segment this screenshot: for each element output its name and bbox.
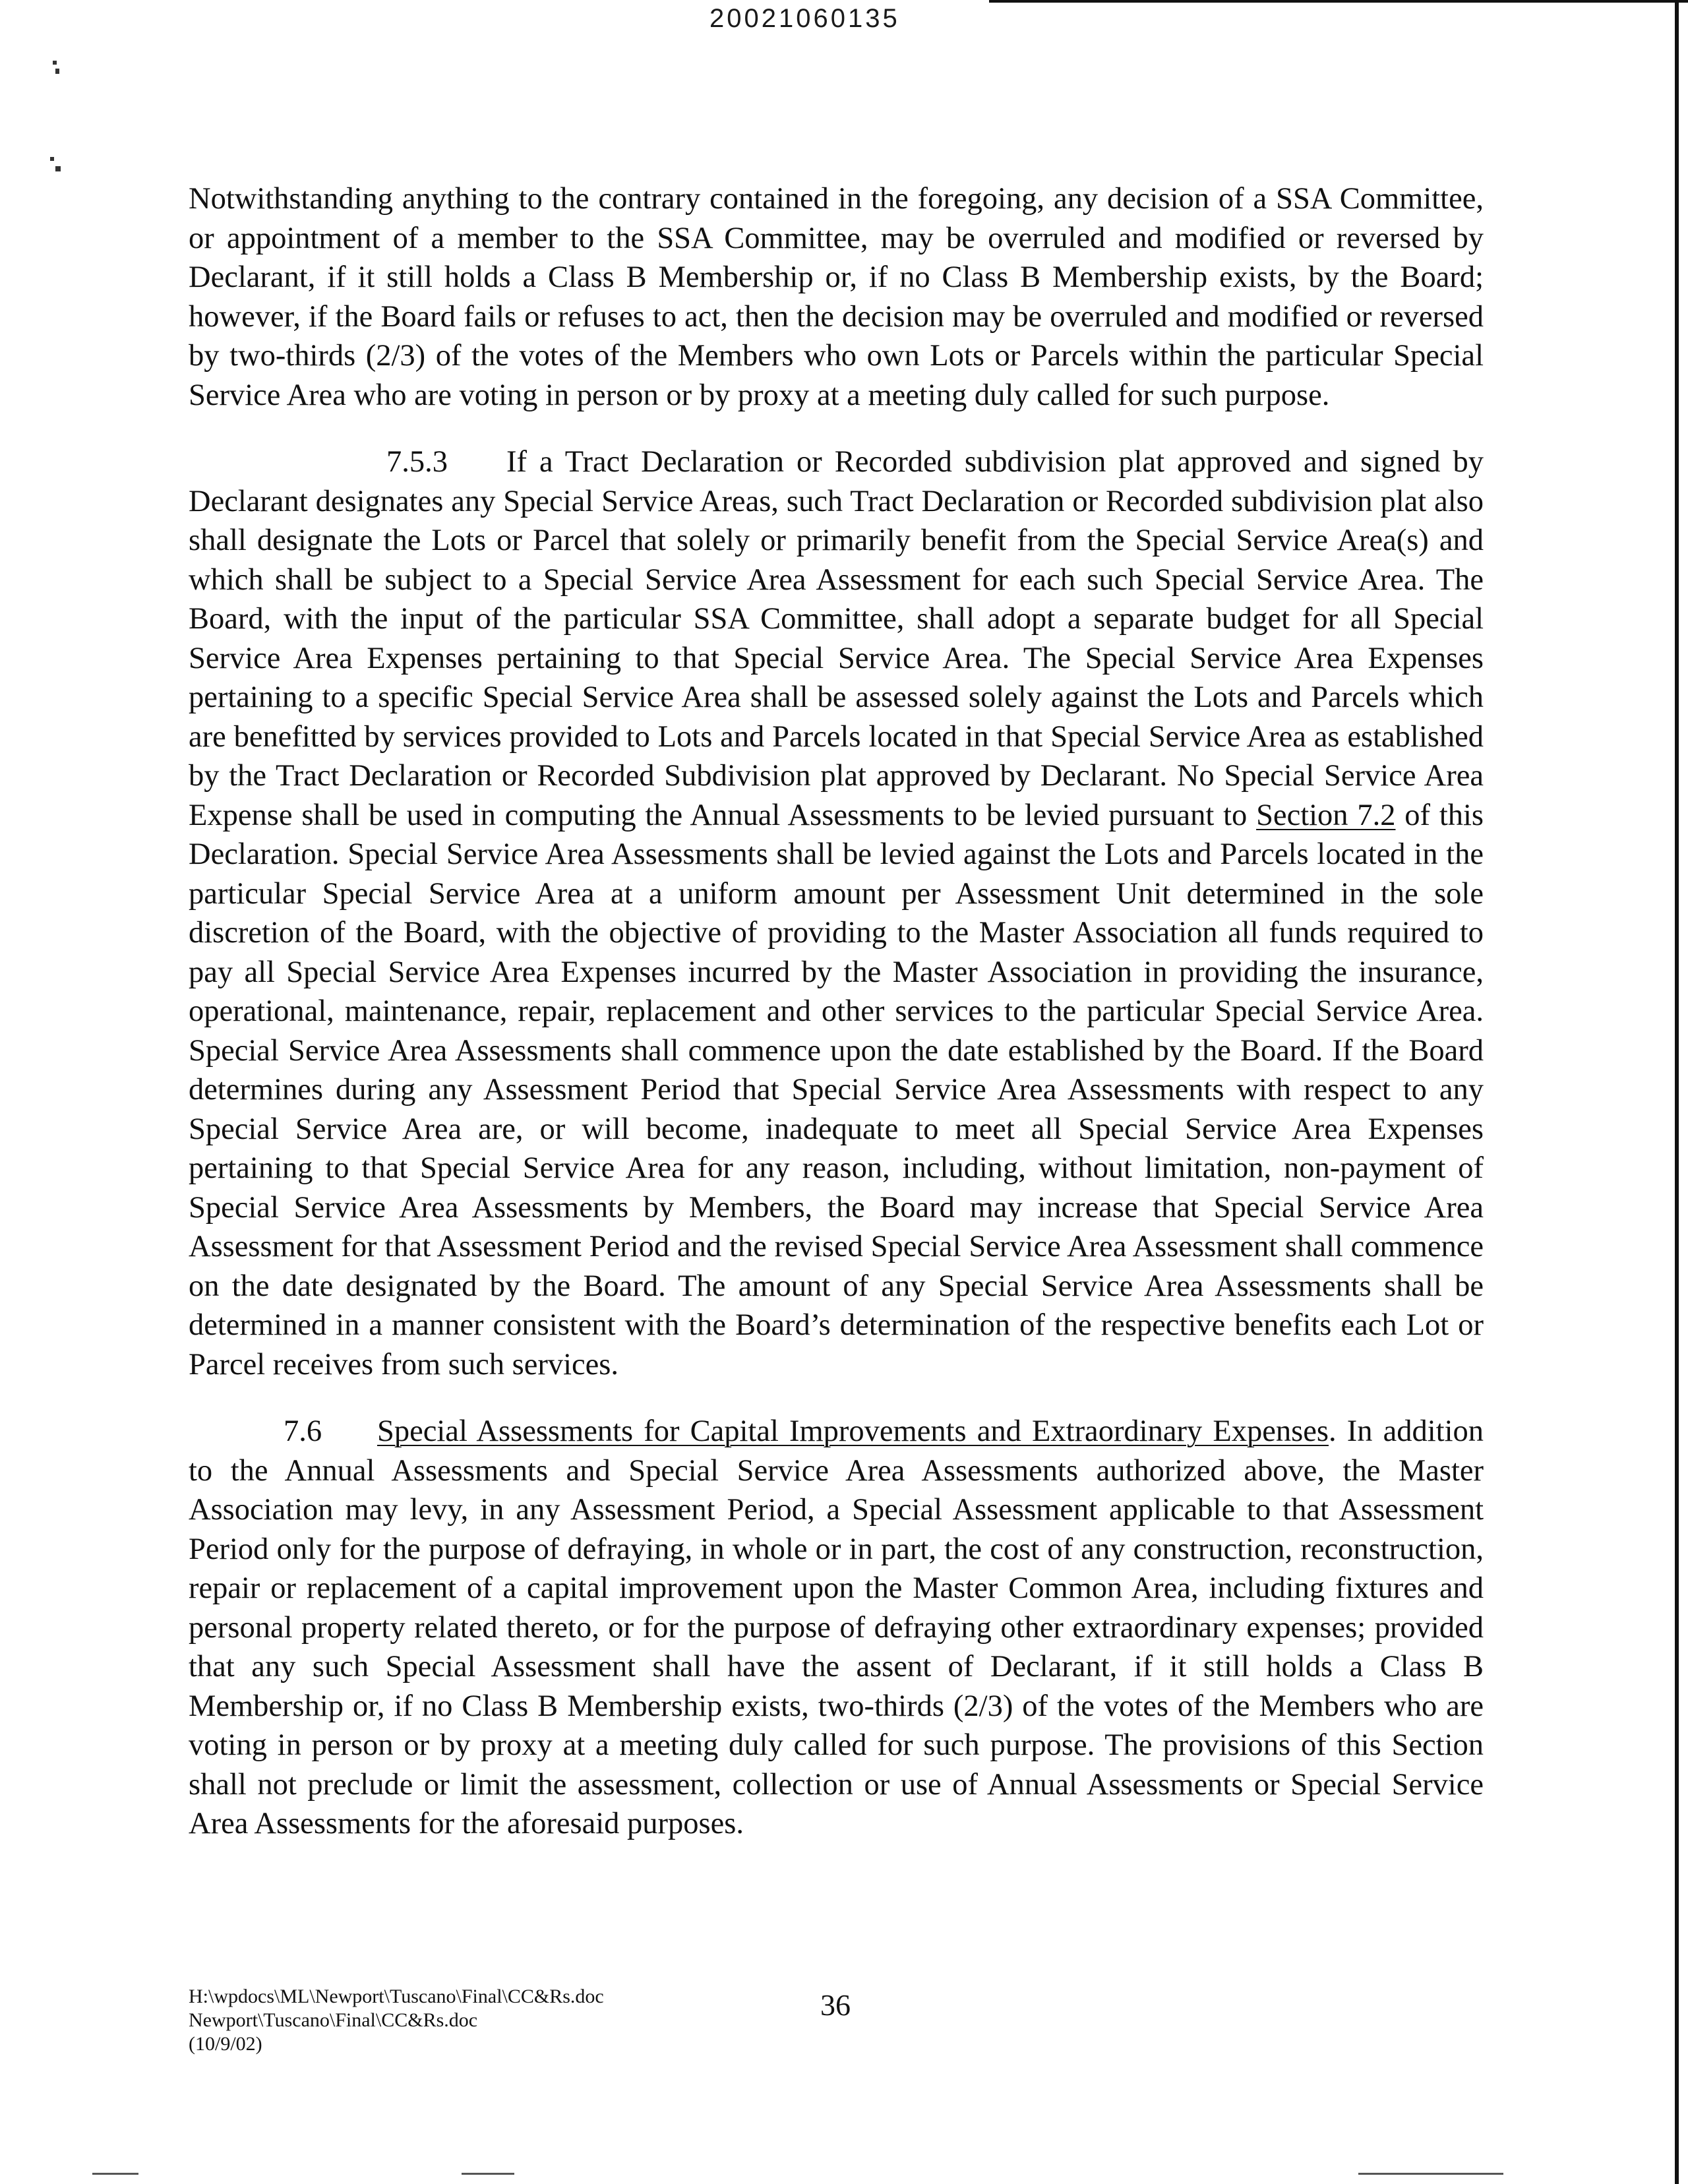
document-body: [189, 179, 1484, 1844]
top-border-line: [989, 0, 1688, 3]
section-text: If a Tract Declaration or Recorded subdivision plat approved and signed by Declarant designates any Special Service Areas, such Tract Declaration or Recorded subdivision plat also shall designate the Lots or Parcel that solely or primarily benefit from the Special Service Area(s) and which shall be subject to a Special Service Area Assessment for each such Special Service Area. The Board, with the input of the particular SSA Committee, shall adopt a separate budget for all Special Service Area Expenses pertaining to that Special Service Area. The Special Service Area Expenses pertaining to a specific Special Service Area shall be assessed solely against the Lots and Parcels which are benefitted by services provided to Lots and Parcels located in that Special Service Area as established by the Tract Declaration or Recorded Subdivision plat approved by Declarant. No Special Service Area Expense shall be used in computing the Annual Assessments to be levied pursuant to: [189, 445, 1484, 832]
footer-date: (10/9/02): [189, 2033, 262, 2055]
paragraph-ssa-override: Notwithstanding anything to the contrary contained in the foregoing, any decision of a SSA Committee, or appointment of a member to the SSA Committee, may be overruled and modified or reversed by Declarant, if it still holds a Class B Membership or, if no Class B Membership exists, by the Board; however, if the Board fails or refuses to act, then the decision may be overruled and modified or reversed by two-thirds (2/3) of the votes of the Members who own Lots or Parcels within the particular Special Service Area who are voting in person or by proxy at a meeting duly called for such purpose.: [189, 182, 1484, 412]
scan-edge-mark: [1358, 2173, 1503, 2175]
page-number: 36: [820, 1988, 851, 2022]
section-reference-link: Section 7.2: [1256, 798, 1396, 832]
section-number: 7.5.3: [386, 445, 448, 479]
scan-edge-mark: [92, 2173, 138, 2175]
document-number: 20021060135: [709, 4, 900, 33]
section-7-6: [189, 1412, 1484, 1844]
footer-path-line-1: H:\wpdocs\ML\Newport\Tuscano\Final\CC&Rs.doc: [189, 1986, 604, 2007]
scan-edge-mark: [462, 2173, 514, 2175]
scan-speck: [53, 61, 57, 65]
footer-file-path: [189, 1985, 604, 2056]
right-border-line: [1675, 0, 1679, 2184]
section-number: 7.6: [284, 1414, 322, 1448]
section-text: . In addition to the Annual Assessments and Special Service Area Assessments authorized above, the Master Association may levy, in any Assessment Period, a Special Assessment applicable to that Assessment Period only for the purpose of defraying, in whole or in part, the cost of any construction, reconstruction, repair or replacement of a capital improvement upon the Master Common Area, including fixtures and personal property related thereto, or for the purpose of defraying other extraordinary expenses; provided that any such Special Assessment shall have the assent of Declarant, if it still holds a Class B Membership or, if no Class B Membership exists, two-thirds (2/3) of the votes of the Members who are voting in person or by proxy at a meeting duly called for such purpose. The provisions of this Section shall not preclude or limit the assessment, collection or use of Annual Assessments or Special Service Area Assessments for the aforesaid purposes.: [189, 1414, 1484, 1840]
section-7-5-3: [189, 442, 1484, 1384]
footer-path-line-2: Newport\Tuscano\Final\CC&Rs.doc: [189, 2009, 478, 2031]
scan-speck: [55, 69, 59, 74]
section-text-continued: of this Declaration. Special Service Area Assessments shall be levied against the Lots and Parcels located in the particular Special Service Area at a uniform amount per Assessment Unit determined in the sole discretion of the Board, with the objective of providing to the Master Association all funds required to pay all Special Service Area Expenses incurred by the Master Association in providing the insurance, operational, maintenance, repair, replacement and other services to the particular Special Service Area. Special Service Area Assessments shall commence upon the date established by the Board. If the Board determines during any Assessment Period that Special Service Area Assessments with respect to any Special Service Area are, or will become, inadequate to meet all Special Service Area Expenses pertaining to that Special Service Area for any reason, including, without limitation, non-payment of Special Service Area Assessments by Members, the Board may increase that Special Service Area Assessment for that Assessment Period and the revised Special Service Area Assessment shall commence on the date designated by the Board. The amount of any Special Service Area Assessments shall be determined in a manner consistent with the Board’s determination of the respective benefits each Lot or Parcel receives from such services.: [189, 798, 1484, 1381]
scan-speck: [55, 166, 61, 171]
section-heading: Special Assessments for Capital Improvements and Extraordinary Expenses: [377, 1414, 1329, 1448]
scan-speck: [50, 157, 54, 161]
